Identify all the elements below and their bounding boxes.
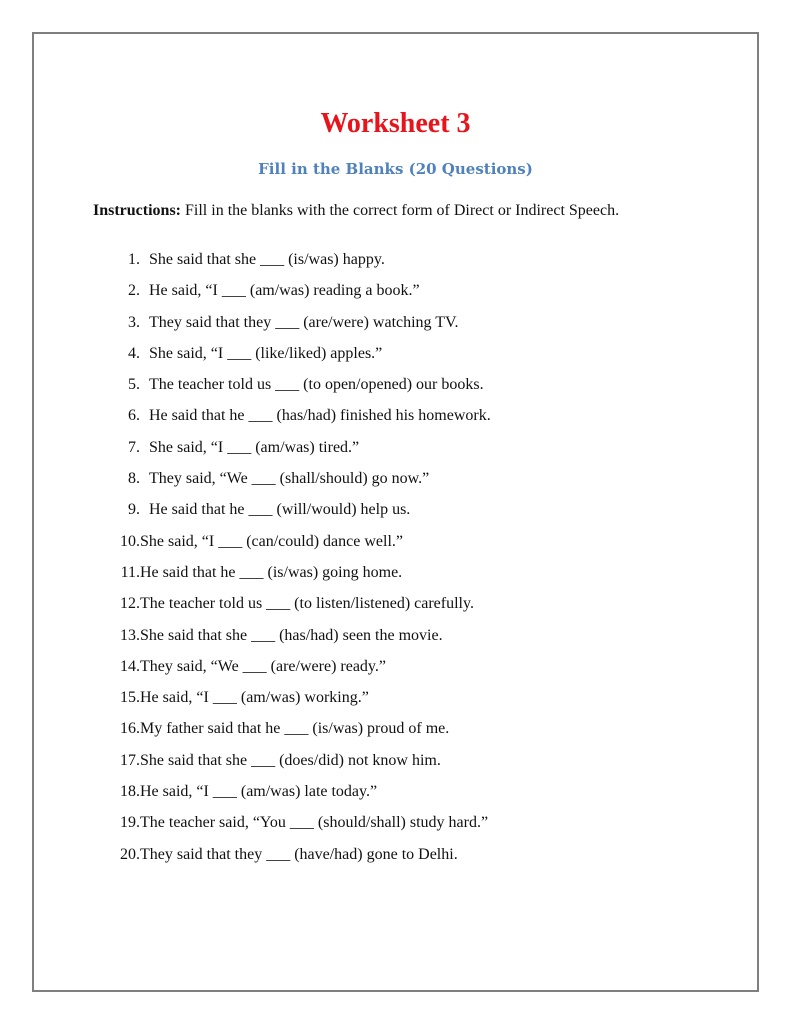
question-number: 20. <box>120 845 140 863</box>
question-item <box>107 373 491 404</box>
question-number: 18. <box>120 783 140 801</box>
question-text: The teacher said, “You ___ (should/shall) study hard.” <box>140 814 489 832</box>
question-text: She said that she ___ (has/had) seen the movie. <box>140 626 443 644</box>
question-number: 5. <box>128 376 140 394</box>
question-text: They said, “We ___ (shall/should) go now.” <box>149 470 430 488</box>
question-number: 9. <box>128 501 140 519</box>
instructions-label: Instructions: <box>93 202 182 219</box>
worksheet-subtitle: Fill in the Blanks (20 Questions) <box>258 160 533 178</box>
question-text: He said, “I ___ (am/was) late today.” <box>140 783 378 801</box>
question-text: My father said that he ___ (is/was) proud of me. <box>140 720 450 738</box>
question-text: She said that she ___ (is/was) happy. <box>149 251 385 268</box>
question-item <box>107 780 491 811</box>
question-item <box>107 467 491 498</box>
question-text: The teacher told us ___ (to listen/listened) carefully. <box>140 595 474 613</box>
question-text: He said that he ___ (is/was) going home. <box>140 563 403 581</box>
question-text: He said, “I ___ (am/was) working.” <box>140 689 369 707</box>
question-number: 11. <box>120 563 140 581</box>
worksheet-title: Worksheet 3 <box>320 108 471 139</box>
question-item <box>107 811 491 842</box>
question-list <box>107 248 491 874</box>
question-number: 6. <box>128 407 140 425</box>
question-text: The teacher told us ___ (to open/opened) our books. <box>149 376 484 394</box>
question-number: 1. <box>128 251 140 268</box>
question-text: She said, “I ___ (am/was) tired.” <box>149 438 360 456</box>
question-item <box>107 561 491 592</box>
question-item <box>107 248 491 279</box>
question-text: He said, “I ___ (am/was) reading a book.” <box>149 282 420 300</box>
question-item <box>107 624 491 655</box>
question-item <box>107 404 491 435</box>
instructions-text: Fill in the blanks with the correct form of Direct or Indirect Speech. <box>181 202 620 219</box>
question-number: 14. <box>120 657 140 675</box>
question-item <box>107 530 491 561</box>
question-item <box>107 342 491 373</box>
question-item <box>107 749 491 780</box>
instructions <box>93 200 733 222</box>
question-item <box>107 655 491 686</box>
question-number: 4. <box>128 344 140 362</box>
question-item <box>107 686 491 717</box>
question-text: She said that she ___ (does/did) not know him. <box>140 751 441 769</box>
question-item <box>107 436 491 467</box>
question-number: 13. <box>120 626 140 644</box>
question-text: They said that they ___ (are/were) watching TV. <box>149 313 459 331</box>
question-number: 12. <box>120 595 140 613</box>
question-item <box>107 717 491 748</box>
question-text: He said that he ___ (has/had) finished his homework. <box>149 407 491 425</box>
question-number: 19. <box>120 814 140 832</box>
question-text: They said, “We ___ (are/were) ready.” <box>140 657 386 675</box>
question-item <box>107 592 491 623</box>
question-number: 8. <box>128 470 140 488</box>
question-number: 3. <box>128 313 140 331</box>
question-number: 16. <box>120 720 140 738</box>
question-text: They said that they ___ (have/had) gone to Delhi. <box>140 845 458 863</box>
question-text: She said, “I ___ (can/could) dance well.” <box>140 532 404 550</box>
question-text: She said, “I ___ (like/liked) apples.” <box>149 344 383 362</box>
question-item <box>107 311 491 342</box>
question-number: 15. <box>120 689 140 707</box>
question-number: 17. <box>120 751 140 769</box>
question-number: 7. <box>128 438 140 456</box>
question-item <box>107 498 491 529</box>
question-number: 10. <box>120 532 140 550</box>
question-item <box>107 279 491 310</box>
question-text: He said that he ___ (will/would) help us. <box>149 501 411 519</box>
question-item <box>107 843 491 874</box>
question-number: 2. <box>128 282 140 300</box>
